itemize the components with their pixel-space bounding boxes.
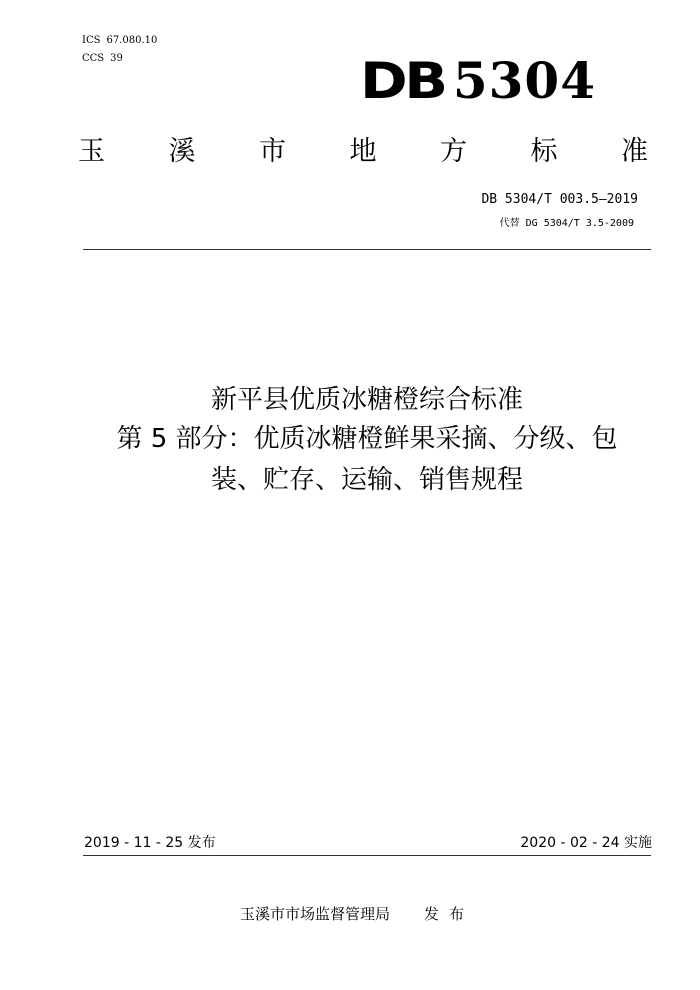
standard-type-char: 地 bbox=[349, 136, 377, 167]
ccs-value: 39 bbox=[110, 53, 123, 64]
replaces-standard: 代替 DG 5304/T 3.5-2009 bbox=[499, 218, 634, 229]
ics-code bbox=[82, 35, 157, 47]
issuer-line bbox=[240, 904, 474, 924]
standard-number: DB 5304/T 003.5—2019 bbox=[481, 192, 638, 207]
db-prefix: DB bbox=[360, 52, 445, 110]
ics-value: 67.080.10 bbox=[106, 35, 158, 46]
ccs-label: CCS bbox=[82, 53, 105, 64]
issuer-action: 发布 bbox=[424, 905, 475, 923]
ics-label: ICS bbox=[82, 35, 101, 46]
db-number: 5304 bbox=[452, 51, 596, 110]
standard-type-char: 溪 bbox=[168, 136, 196, 167]
document-title-line-2: 第 5 部分：优质冰糖橙鲜果采摘、分级、包 bbox=[116, 424, 618, 454]
issue-date: 2019 - 11 - 25 发布 bbox=[84, 835, 216, 851]
ccs-code bbox=[82, 53, 123, 65]
document-title-line-3: 装、贮存、运输、销售规程 bbox=[210, 465, 523, 495]
standard-type-title bbox=[78, 136, 648, 168]
standard-type-char: 准 bbox=[621, 136, 648, 167]
standard-type-char: 标 bbox=[530, 136, 558, 167]
bottom-divider bbox=[83, 855, 651, 856]
issuer-name: 玉溪市市场监督管理局 bbox=[240, 905, 391, 923]
top-divider bbox=[83, 249, 651, 250]
implementation-date: 2020 - 02 - 24 实施 bbox=[520, 835, 652, 851]
standard-type-char: 市 bbox=[259, 136, 286, 167]
standard-type-char: 方 bbox=[440, 136, 467, 167]
standard-type-char: 玉 bbox=[78, 136, 105, 167]
document-title-line-1: 新平县优质冰糖橙综合标准 bbox=[210, 385, 523, 415]
db-code-logo bbox=[360, 51, 596, 110]
